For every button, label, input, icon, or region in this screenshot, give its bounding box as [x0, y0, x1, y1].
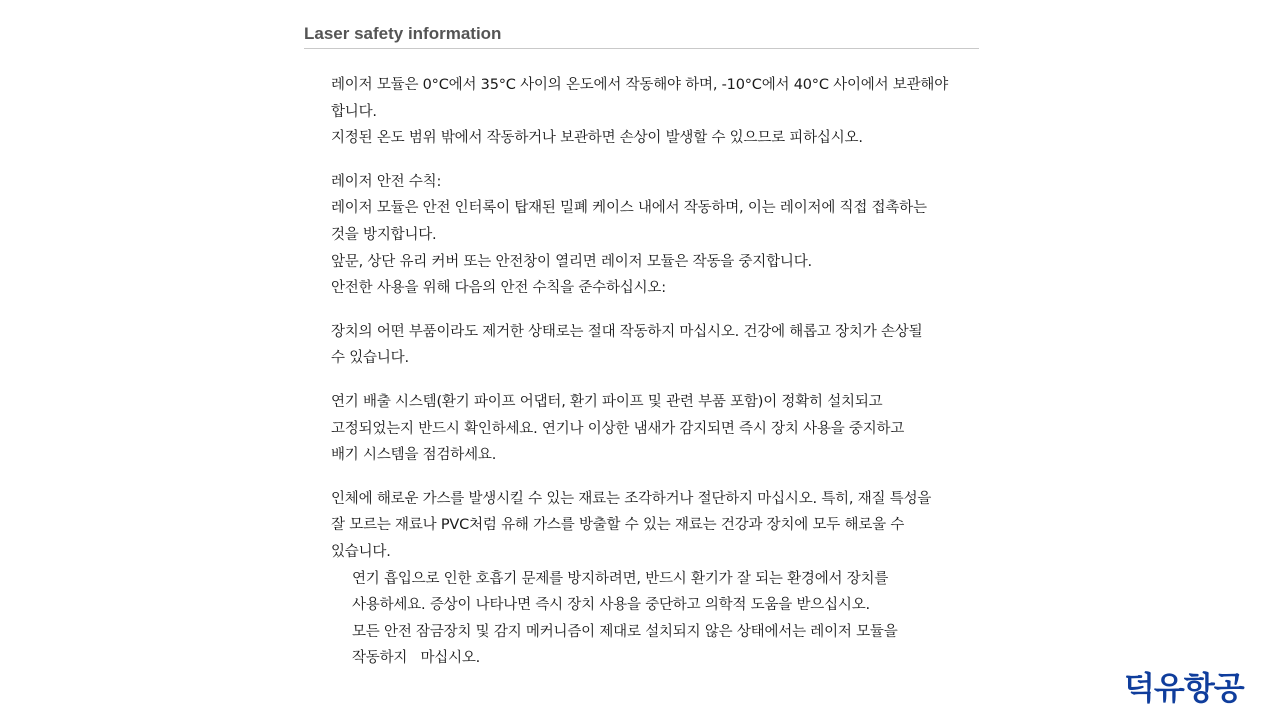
paragraph-exhaust-system [331, 389, 1001, 469]
text-line: 사용하세요. 증상이 나타나면 즉시 장치 사용을 중단하고 의학적 도움을 받으십시오. [352, 597, 870, 614]
text-line: 것을 방지합니다. [331, 226, 437, 243]
text-line: 합니다. [331, 103, 377, 120]
text-line: 레이저 모듈은 안전 인터록이 탑재된 밀폐 케이스 내에서 작동하며, 이는 레이저에 직접 접촉하는 [331, 200, 927, 217]
document-body [331, 72, 1001, 672]
text-line: 지정된 온도 범위 밖에서 작동하거나 보관하면 손상이 발생할 수 있으므로 피하십시오. [331, 130, 863, 147]
text-line: 잘 모르는 재료나 PVC처럼 유해 가스를 방출할 수 있는 재료는 건강과 장치에 모두 해로울 수 [331, 517, 905, 534]
paragraph-temperature [331, 72, 1001, 152]
brand-logo: 덕유항공 [1124, 669, 1244, 707]
text-line: 레이저 모듈은 0°C에서 35°C 사이의 온도에서 작동해야 하며, -10°C에서 40°C 사이에서 보관해야 [331, 77, 949, 93]
text-line: 고정되었는지 반드시 확인하세요. 연기나 이상한 냄새가 감지되면 즉시 장치 사용을 중지하고 [331, 420, 905, 437]
text-line: 장치의 어떤 부품이라도 제거한 상태로는 절대 작동하지 마십시오. 건강에 해롭고 장치가 손상될 [331, 323, 923, 340]
indented-safety-notes [331, 566, 1001, 672]
text-line: 앞문, 상단 유리 커버 또는 안전창이 열리면 레이저 모듈은 작동을 중지합니다. [331, 253, 812, 270]
text-line: 있습니다. [331, 543, 391, 560]
text-line: 연기 흡입으로 인한 호흡기 문제를 방지하려면, 반드시 환기가 잘 되는 환경에서 장치를 [352, 570, 889, 587]
text-line: 수 있습니다. [331, 350, 409, 367]
paragraph-laser-safety-rules [331, 169, 1001, 302]
title-divider [304, 48, 979, 49]
text-line: 배기 시스템을 점검하세요. [331, 447, 497, 464]
text-line: 연기 배출 시스템(환기 파이프 어댑터, 환기 파이프 및 관련 부품 포함)이 정확히 설치되고 [331, 393, 883, 410]
text-line: 인체에 해로운 가스를 발생시킬 수 있는 재료는 조각하거나 절단하지 마십시오. 특히, 재질 특성을 [331, 490, 932, 507]
text-line: 작동하지 마십시오. [352, 650, 481, 667]
text-line: 안전한 사용을 위해 다음의 안전 수칙을 준수하십시오: [331, 280, 666, 297]
text-line: 모든 안전 잠금장치 및 감지 메커니즘이 제대로 설치되지 않은 상태에서는 레이저 모듈을 [352, 623, 898, 640]
text-line: 레이저 안전 수칙: [331, 173, 442, 190]
page-title: Laser safety information [304, 24, 502, 43]
paragraph-no-removed-parts [331, 319, 1001, 372]
paragraph-harmful-materials [331, 486, 1001, 566]
